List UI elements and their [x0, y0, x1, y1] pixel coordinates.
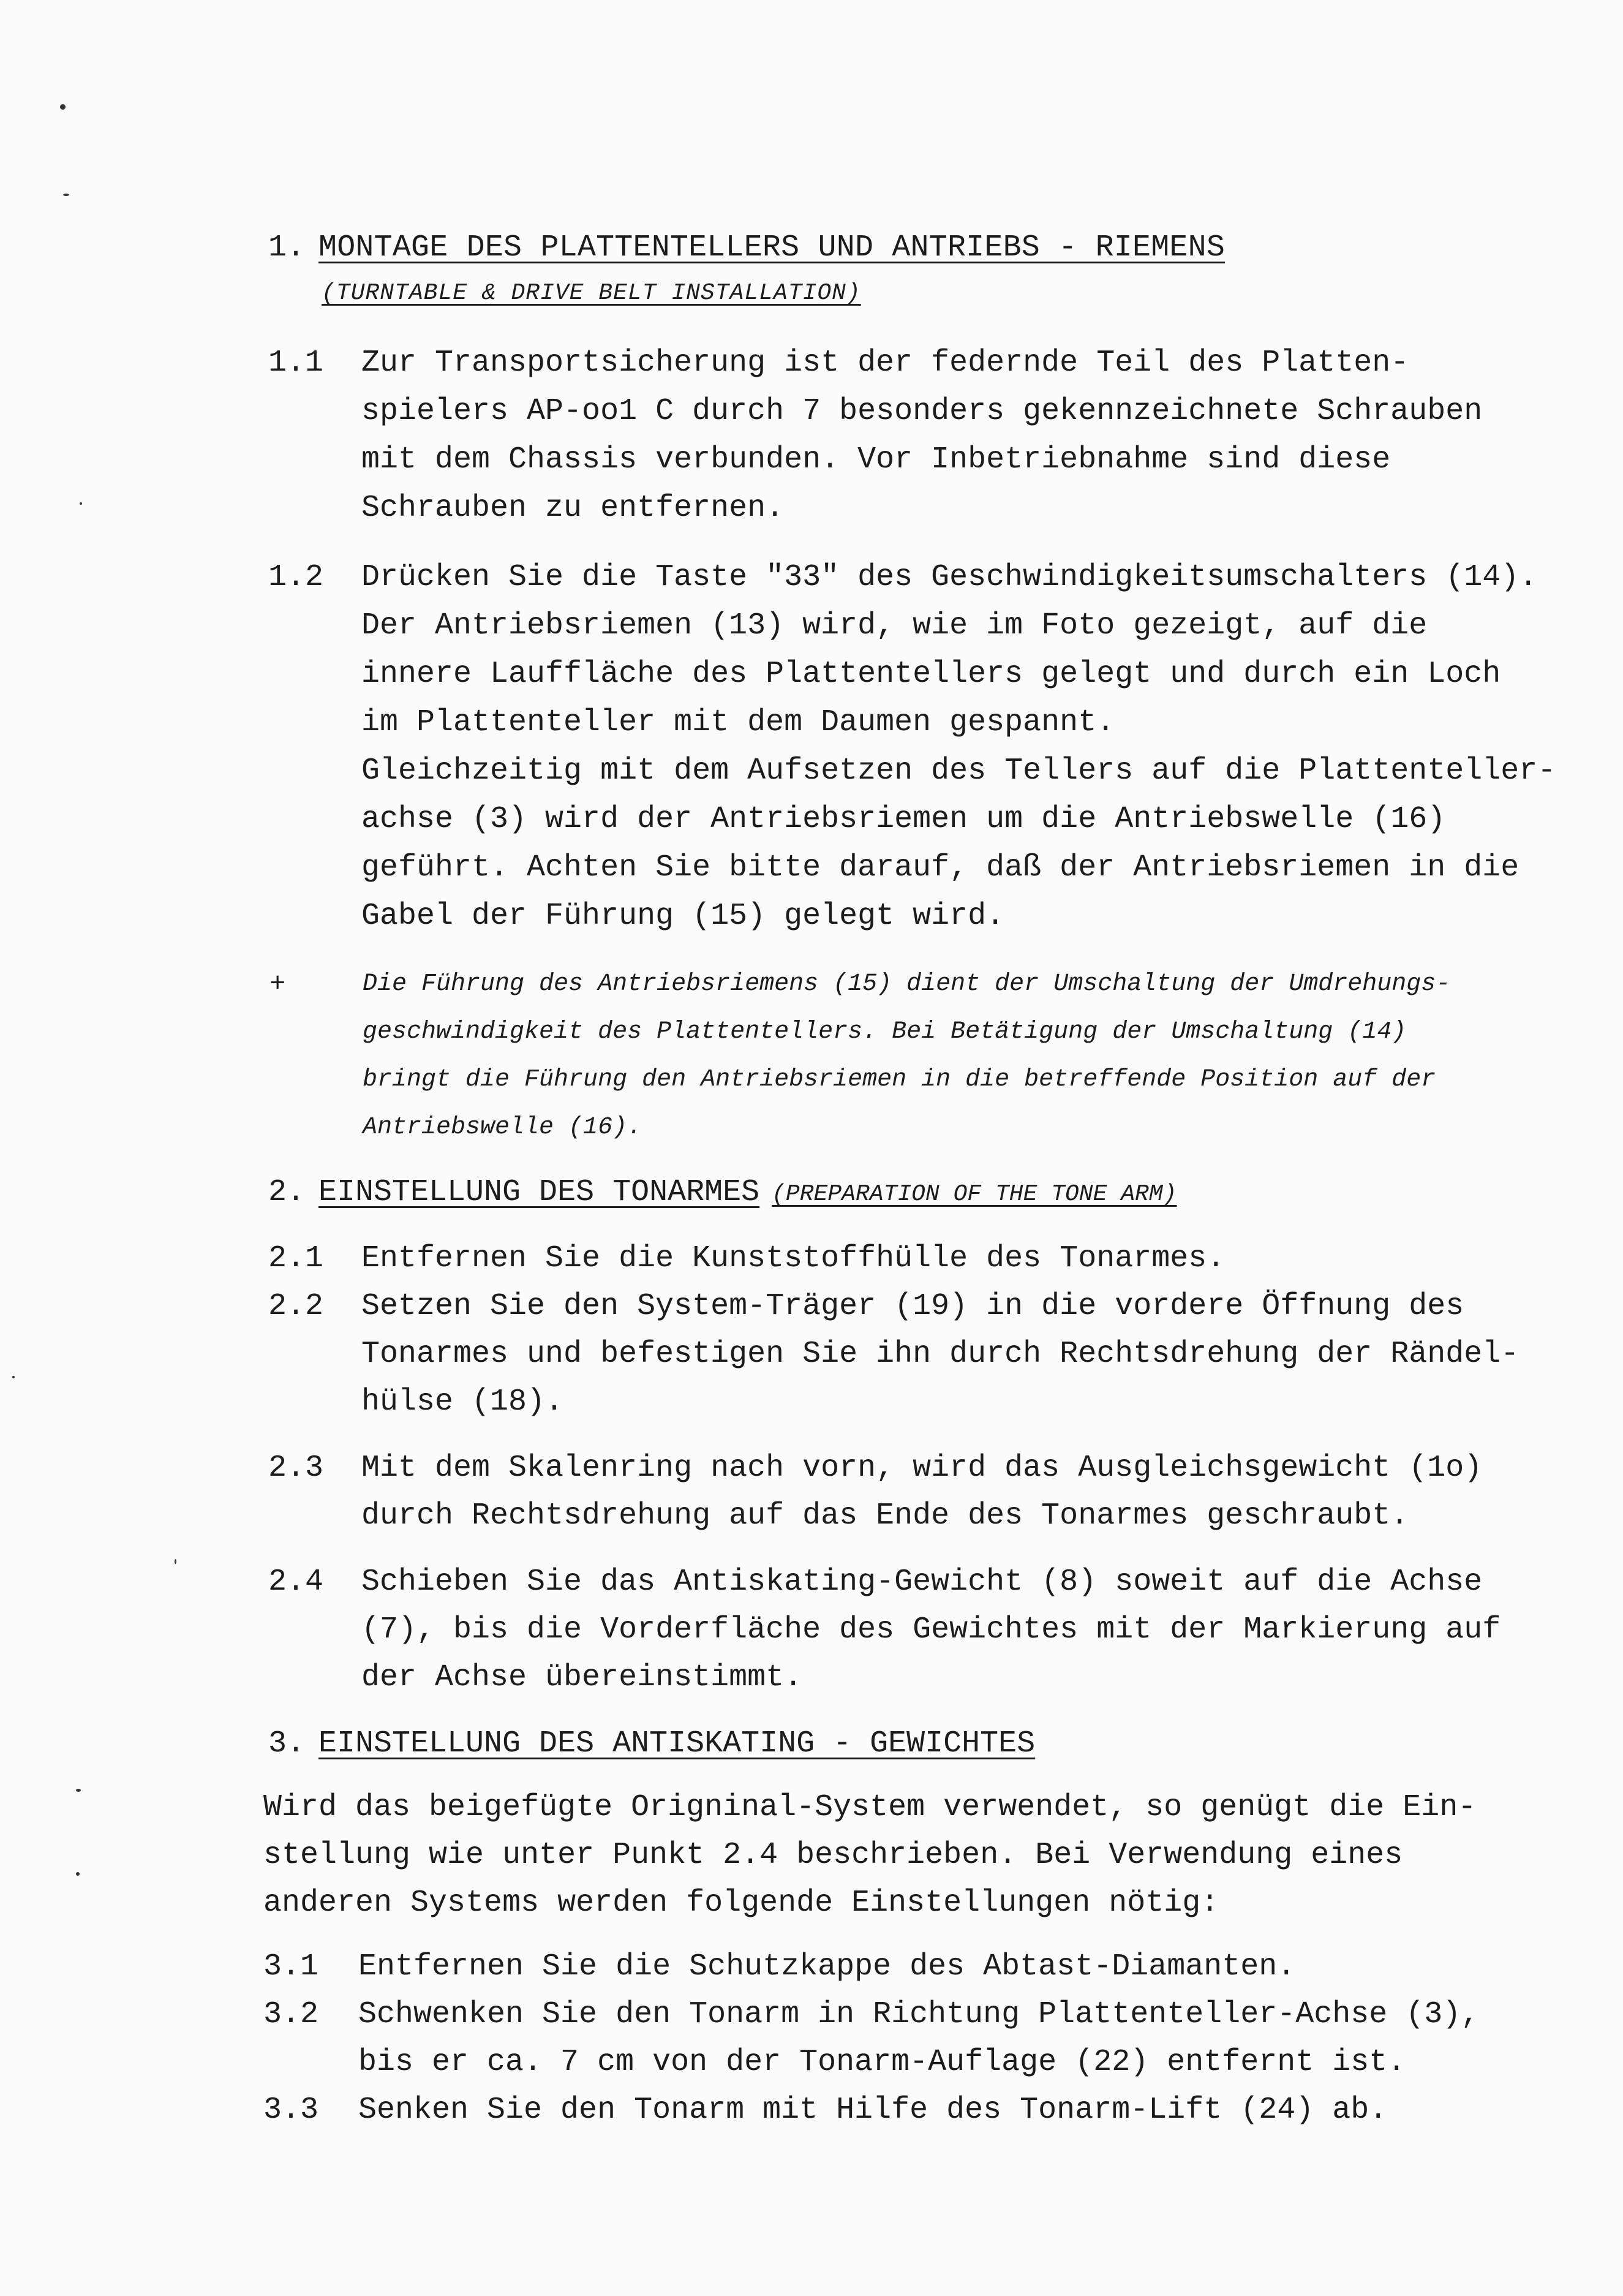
section-1-number: 1. — [268, 230, 306, 265]
paragraph-line: achse (3) wird der Antriebsriemen um die Antriebswelle (16) — [361, 802, 1446, 837]
item-line: bis er ca. 7 cm von der Tonarm-Auflage (22) entfernt ist. — [358, 2045, 1406, 2080]
note-line: Antriebswelle (16). — [363, 1114, 642, 1141]
item-number: 3.3 — [263, 2093, 319, 2128]
item-line: Entfernen Sie die Schutzkappe des Abtast-Diamanten. — [358, 1949, 1296, 1984]
scan-speck — [76, 1789, 81, 1792]
paragraph-line: Schrauben zu entfernen. — [361, 491, 785, 526]
paragraph-number: 1.1 — [268, 346, 324, 380]
paragraph-line: Drücken Sie die Taste "33" des Geschwindigkeitsumschalters (14). — [361, 560, 1538, 595]
paragraph-line: innere Lauffläche des Plattentellers gelegt und durch ein Loch — [361, 657, 1501, 692]
section-1-title: MONTAGE DES PLATTENTELLERS UND ANTRIEBS - RIEMENS — [318, 230, 1226, 265]
item-line: Schieben Sie das Antiskating-Gewicht (8) soweit auf die Achse — [361, 1565, 1483, 1599]
item-line: Senken Sie den Tonarm mit Hilfe des Tonarm-Lift (24) ab. — [358, 2093, 1388, 2128]
item-line: hülse (18). — [361, 1384, 564, 1419]
note-line: bringt die Führung den Antriebsriemen in die betreffende Position auf der — [363, 1066, 1436, 1093]
paragraph-line: Gleichzeitig mit dem Aufsetzen des Tellers auf die Plattenteller- — [361, 753, 1556, 788]
item-line: Mit dem Skalenring nach vorn, wird das Ausgleichsgewicht (1o) — [361, 1451, 1483, 1486]
section-2-subtitle: (PREPARATION OF THE TONE ARM) — [772, 1181, 1177, 1207]
paragraph-line: mit dem Chassis verbunden. Vor Inbetriebnahme sind diese — [361, 442, 1391, 477]
item-line: Schwenken Sie den Tonarm in Richtung Plattenteller-Achse (3), — [358, 1997, 1480, 2032]
section-3-title: EINSTELLUNG DES ANTISKATING - GEWICHTES — [318, 1726, 1036, 1761]
section-1-subtitle: (TURNTABLE & DRIVE BELT INSTALLATION) — [322, 280, 861, 306]
scan-speck — [63, 194, 69, 196]
intro-line: Wird das beigefügte Origninal-System verwendet, so genügt die Ein- — [263, 1790, 1477, 1825]
note-line: Die Führung des Antriebsriemens (15) dient der Umschaltung der Umdrehungs- — [363, 970, 1451, 998]
item-line: durch Rechtsdrehung auf das Ende des Tonarmes geschraubt. — [361, 1498, 1409, 1533]
item-number: 2.3 — [268, 1451, 324, 1486]
scan-speck — [60, 104, 66, 110]
item-line: Entfernen Sie die Kunststoffhülle des Tonarmes. — [361, 1241, 1226, 1276]
section-3-number: 3. — [268, 1726, 306, 1761]
item-number: 3.2 — [263, 1997, 319, 2032]
item-number: 2.1 — [268, 1241, 324, 1276]
scan-speck — [12, 1376, 15, 1378]
item-number: 2.2 — [268, 1289, 324, 1324]
note-line: geschwindigkeit des Plattentellers. Bei Betätigung der Umschaltung (14) — [363, 1018, 1407, 1046]
item-line: Tonarmes und befestigen Sie ihn durch Rechtsdrehung der Rändel- — [361, 1337, 1519, 1372]
scan-speck — [80, 502, 82, 505]
item-number: 2.4 — [268, 1565, 324, 1599]
note-marker: + — [269, 969, 286, 1000]
section-2-number: 2. — [268, 1175, 306, 1210]
paragraph-line: Der Antriebsriemen (13) wird, wie im Foto gezeigt, auf die — [361, 608, 1428, 643]
paragraph-line: im Plattenteller mit dem Daumen gespannt. — [361, 705, 1115, 740]
paragraph-line: Zur Transportsicherung ist der federnde Teil des Platten- — [361, 346, 1409, 380]
scan-speck — [175, 1559, 176, 1564]
paragraph-line: spielers AP-oo1 C durch 7 besonders gekennzeichnete Schrauben — [361, 394, 1483, 429]
paragraph-number: 1.2 — [268, 560, 324, 595]
scan-speck — [76, 1872, 80, 1876]
paragraph-line: geführt. Achten Sie bitte darauf, daß der Antriebsriemen in die — [361, 850, 1519, 885]
intro-line: anderen Systems werden folgende Einstellungen nötig: — [263, 1886, 1219, 1920]
section-2-title: EINSTELLUNG DES TONARMES — [318, 1175, 760, 1210]
paragraph-line: Gabel der Führung (15) gelegt wird. — [361, 899, 1005, 934]
intro-line: stellung wie unter Punkt 2.4 beschrieben. Bei Verwendung eines — [263, 1838, 1403, 1873]
item-number: 3.1 — [263, 1949, 319, 1984]
section-2-heading — [318, 1177, 1177, 1208]
item-line: Setzen Sie den System-Träger (19) in die vordere Öffnung des — [361, 1289, 1464, 1324]
item-line: der Achse übereinstimmt. — [361, 1660, 803, 1695]
item-line: (7), bis die Vorderfläche des Gewichtes mit der Markierung auf — [361, 1612, 1501, 1647]
